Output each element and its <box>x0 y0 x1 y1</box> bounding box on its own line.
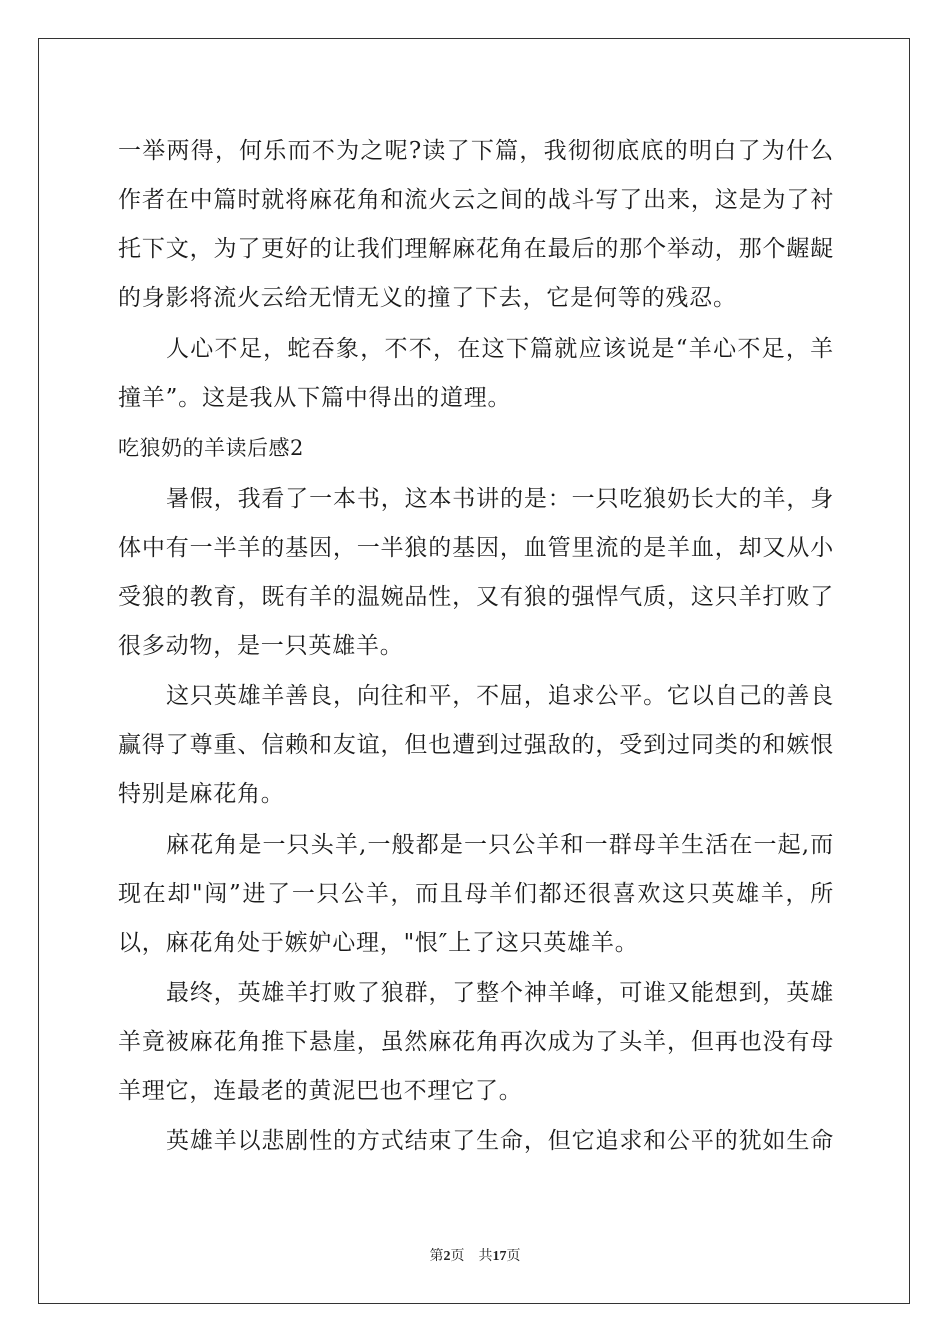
text-line: 这只英雄羊善良，向往和平，不屈，追求公平。它以自己的善良 <box>166 683 834 709</box>
text-line: 人心不足，蛇吞象，不不，在这下篇就应该说是“羊心不足，羊 <box>166 336 834 362</box>
text-line: 的身影将流火云给无情无义的撞了下去，它是何等的残忍。 <box>118 285 737 311</box>
page-total: 17 <box>492 1249 507 1264</box>
section-heading: 吃狼奶的羊读后感2 <box>118 436 304 460</box>
text-line: 受狼的教育，既有羊的温婉品性，又有狼的强悍气质，这只羊打败了 <box>118 584 834 610</box>
text-line: 体中有一半羊的基因，一半狼的基因，血管里流的是羊血，却又从小 <box>118 535 834 561</box>
text-line: 麻花角是一只头羊,一般都是一只公羊和一群母羊生活在一起,而 <box>166 832 834 858</box>
page-current: 2 <box>443 1249 451 1264</box>
text-line: 现在却"闯”进了一只公羊，而且母羊们都还很喜欢这只英雄羊，所 <box>118 881 834 907</box>
total-prefix: 共 <box>478 1249 493 1264</box>
text-line: 羊竟被麻花角推下悬崖，虽然麻花角再次成为了头羊，但再也没有母 <box>118 1029 834 1055</box>
text-line: 托下文，为了更好的让我们理解麻花角在最后的那个举动，那个龌龊 <box>118 236 834 262</box>
text-line: 很多动物，是一只英雄羊。 <box>118 633 404 659</box>
text-line: 赢得了尊重、信赖和友谊，但也遭到过强敌的，受到过同类的和嫉恨 <box>118 732 834 758</box>
page-border <box>38 38 910 1304</box>
text-line: 羊理它，连最老的黄泥巴也不理它了。 <box>118 1078 523 1104</box>
text-line: 撞羊”。这是我从下篇中得出的道理。 <box>118 385 512 411</box>
page-suffix: 页 <box>450 1249 465 1264</box>
total-suffix: 页 <box>506 1249 521 1264</box>
text-line: 一举两得，何乐而不为之呢?读了下篇，我彻彻底底的明白了为什么 <box>118 138 834 164</box>
text-line: 特别是麻花角。 <box>118 781 285 807</box>
text-line: 最终，英雄羊打败了狼群，了整个神羊峰，可谁又能想到，英雄 <box>166 980 834 1006</box>
text-line: 暑假，我看了一本书，这本书讲的是：一只吃狼奶长大的羊，身 <box>166 486 834 512</box>
page-prefix: 第 <box>429 1249 444 1264</box>
text-line: 英雄羊以悲剧性的方式结束了生命，但它追求和公平的犹如生命 <box>166 1128 834 1154</box>
text-line: 作者在中篇时就将麻花角和流火云之间的战斗写了出来，这是为了衬 <box>118 187 834 213</box>
page-footer <box>0 1245 950 1265</box>
text-line: 以，麻花角处于嫉妒心理，"恨″上了这只英雄羊。 <box>118 930 639 956</box>
